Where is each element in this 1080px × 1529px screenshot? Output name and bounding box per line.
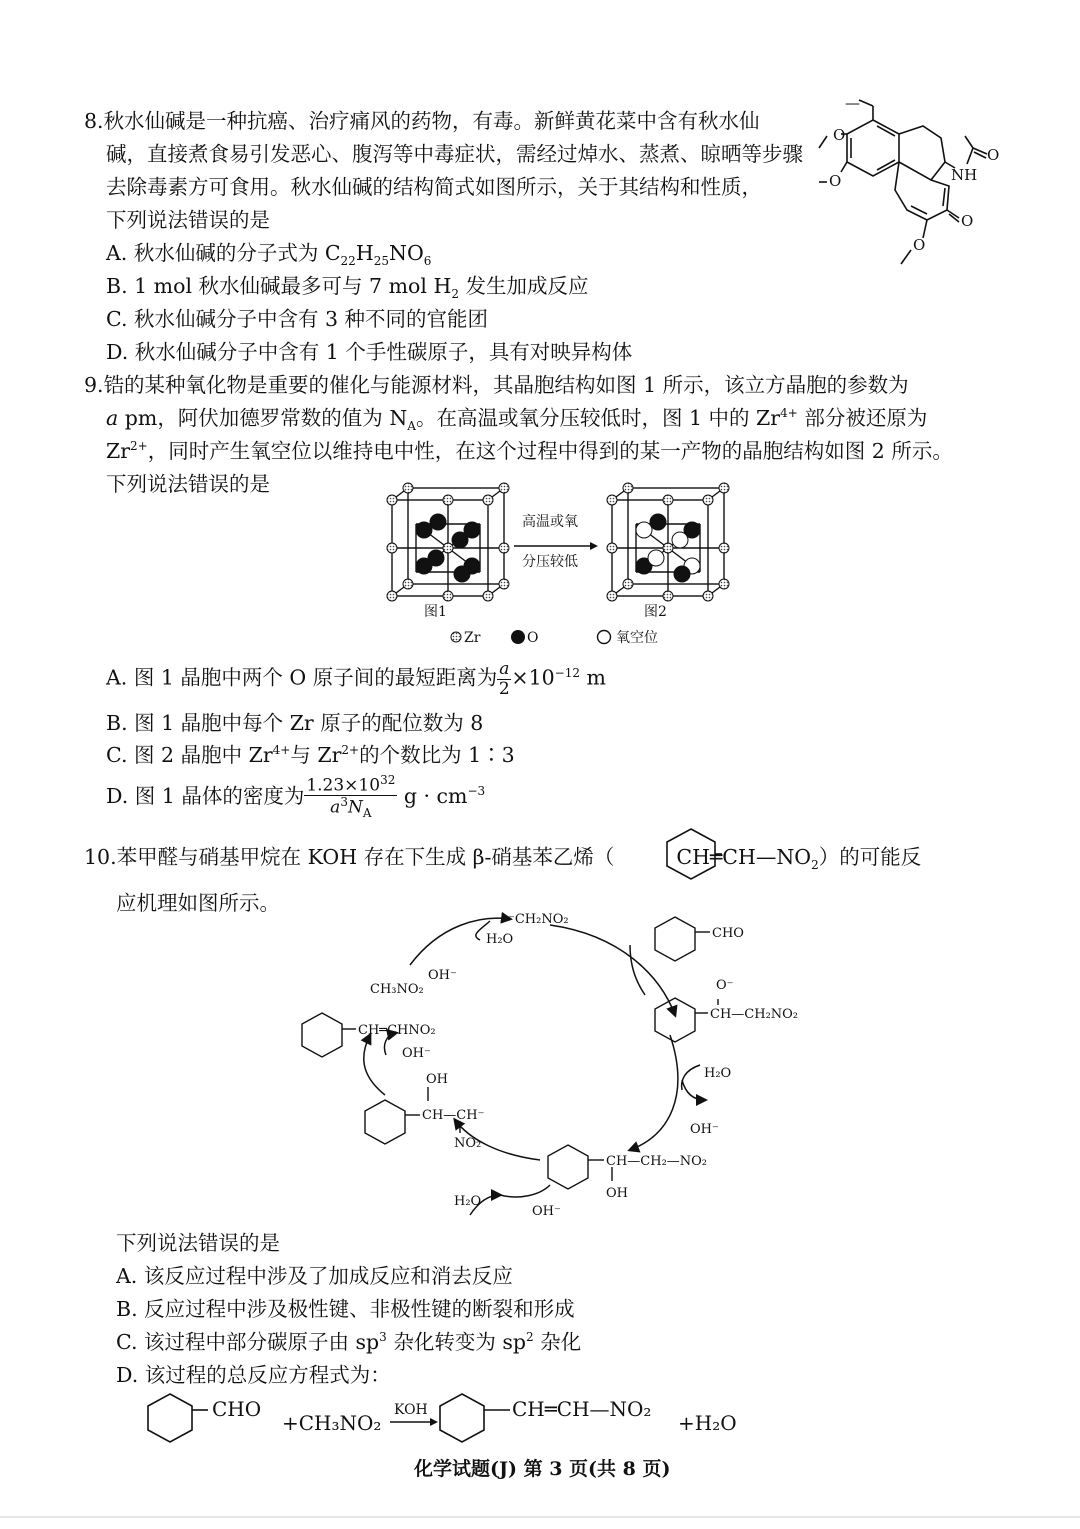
methoxy-o-label: O bbox=[913, 236, 926, 254]
carbanion-no2: NO₂ bbox=[454, 1136, 482, 1151]
eq-product: CH═CH—NO₂ bbox=[512, 1397, 652, 1421]
q9-line-1: 9.锆的某种氧化物是重要的催化与能源材料，其晶胞结构如图 1 所示，该立方晶胞的参数为 bbox=[84, 373, 909, 397]
benzaldehyde-cho: CHO bbox=[712, 926, 744, 941]
arrow-label-top: 高温或氧 bbox=[522, 514, 578, 530]
legend-vacancy-label: 氧空位 bbox=[616, 630, 658, 646]
q10-option-b: B. 反应过程中涉及极性键、非极性键的断裂和形成 bbox=[116, 1297, 575, 1321]
oh-right-label: OH⁻ bbox=[690, 1122, 719, 1137]
alcohol-chain: CH—CH₂—NO₂ bbox=[606, 1154, 708, 1169]
alcohol-ring bbox=[548, 1145, 612, 1189]
svg-text:O: O bbox=[833, 126, 846, 144]
eq-cho: CHO bbox=[212, 1397, 262, 1421]
crystal-cell-figure bbox=[380, 482, 740, 652]
q9-option-c: C. 图 2 晶胞中 $Zr^{4+}$与 $Zr^{2+}$的个数比为 1∶3 bbox=[106, 743, 515, 767]
legend-zr-label: Zr bbox=[464, 630, 481, 646]
eq-reactant-2: +CH₃NO₂ bbox=[282, 1411, 382, 1435]
q10-option-c: C. 该过程中部分碳原子由 $sp^3$ 杂化转变为 $sp^2$ 杂化 bbox=[116, 1330, 582, 1354]
anion-label: ⁻CH₂NO₂ bbox=[508, 912, 569, 927]
legend-o-marker bbox=[511, 630, 525, 644]
carbanion-chain: CH—CH⁻ bbox=[422, 1108, 485, 1123]
q8-number: 8. bbox=[84, 109, 104, 133]
page-footer: 化学试题(J) 第 3 页(共 8 页) bbox=[414, 1458, 671, 1480]
q8-option-a: A. 秋水仙碱的分子式为 $C_{22}H_{25}NO_6$ bbox=[106, 241, 432, 269]
q8-stem-1: 秋水仙碱是一种抗癌、治疗痛风的药物，有毒。新鲜黄花菜中含有秋水仙 bbox=[103, 109, 760, 133]
q10-option-d: D. 该过程的总反应方程式为： bbox=[116, 1363, 391, 1387]
fig-reaction-arrow bbox=[514, 513, 598, 570]
q8-stem-4: 下列说法错误的是 bbox=[106, 208, 270, 232]
q8-stem-3: 去除毒素方可食用。秋水仙碱的结构简式如图所示，关于其结构和性质， bbox=[106, 175, 762, 199]
q8-option-c: C. 秋水仙碱分子中含有 3 种不同的官能团 bbox=[106, 307, 489, 331]
q10-line-2: 应机理如图所示。 bbox=[116, 891, 280, 915]
q9-line-3: $Zr^{2+}$，同时产生氧空位以维持电中性，在这个过程中得到的某一产物的晶胞结构如图 2 所示。 bbox=[106, 439, 953, 463]
legend-zr-marker bbox=[451, 632, 461, 642]
q8-option-d: D. 秋水仙碱分子中含有 1 个手性碳原子，具有对映异构体 bbox=[106, 340, 633, 364]
oh-left-label: OH⁻ bbox=[402, 1046, 431, 1061]
q8-option-b: B. 1 mol 秋水仙碱最多可与 7 mol $H_2$ 发生加成反应 bbox=[106, 274, 589, 302]
alkoxide-o: O⁻ bbox=[716, 978, 734, 993]
q9-option-d: D. 图 1 晶体的密度为 $\frac{1.23\times 10^{32}}{a^3N_A}$ $g \cdot cm^{-3}$ bbox=[106, 773, 486, 821]
product-ring bbox=[302, 1013, 356, 1057]
q9-line-2: a pm，阿伏加德罗常数的值为 $N_A$。在高温或氧分压较低时，图 1 中的 $Zr^{4+}$ 部分被还原为 bbox=[106, 406, 928, 434]
colchicine-structure-diagram bbox=[815, 98, 1005, 278]
product-chain: CH═CHNO₂ bbox=[358, 1023, 436, 1038]
q9-option-b: B. 图 1 晶胞中每个 Zr 原子的配位数为 8 bbox=[106, 711, 484, 735]
q8-stem-2: 碱，直接煮食易引发恶心、腹泻等中毒症状，需经过焯水、蒸煮、晾晒等步骤 bbox=[106, 142, 803, 166]
q9-line-4: 下列说法错误的是 bbox=[106, 472, 270, 496]
carbonyl-o-label: O bbox=[987, 146, 1000, 164]
inline-benzene-ring bbox=[660, 825, 722, 881]
oh-bottom-label: OH⁻ bbox=[532, 1204, 561, 1219]
h2o-top-label: H₂O bbox=[486, 932, 514, 947]
alkoxide-chain: CH—CH₂NO₂ bbox=[710, 1007, 799, 1022]
q10-option-a: A. 该反应过程中涉及了加成反应和消去反应 bbox=[116, 1264, 513, 1288]
eq-catalyst: KOH bbox=[394, 1402, 428, 1418]
bottom-divider bbox=[0, 1516, 1080, 1518]
overall-equation bbox=[140, 1388, 780, 1448]
ch3no2-label: CH₃NO₂ bbox=[370, 982, 424, 997]
tropolone-o-label: O bbox=[961, 212, 974, 230]
q8-line-1 bbox=[84, 104, 760, 134]
mechanism-diagram bbox=[290, 905, 820, 1225]
legend-vacancy-marker bbox=[598, 631, 611, 644]
h2o-bottom-label: H₂O bbox=[454, 1194, 482, 1209]
carbanion-oh: OH bbox=[426, 1072, 448, 1087]
alkoxide-ring bbox=[655, 998, 718, 1042]
alcohol-oh: OH bbox=[606, 1186, 628, 1201]
svg-text:—: — bbox=[845, 98, 860, 112]
h2o-right-label: H₂O bbox=[704, 1066, 732, 1081]
q10-line-1: 10.苯甲醛与硝基甲烷在 KOH 存在下生成 β-硝基苯乙烯（ $CH═CH—NO_2$）的可能反 bbox=[84, 845, 922, 873]
q9-option-a: A. 图 1 晶胞中两个 O 原子间的最短距离为 $\frac{a}{2}$ $\times 10^{-12}$ m bbox=[106, 659, 606, 699]
nh-label: NH bbox=[951, 166, 978, 184]
eq-water: +H₂O bbox=[678, 1411, 737, 1435]
legend-o-label: O bbox=[527, 630, 539, 646]
oh-top-label: OH⁻ bbox=[428, 968, 457, 983]
fig2-caption: 图2 bbox=[644, 604, 667, 620]
arrow-label-bottom: 分压较低 bbox=[522, 554, 578, 570]
svg-text:O: O bbox=[829, 172, 842, 190]
q10-intro: 下列说法错误的是 bbox=[116, 1231, 280, 1255]
benzaldehyde-ring bbox=[655, 917, 710, 961]
fig1-caption: 图1 bbox=[424, 604, 447, 620]
